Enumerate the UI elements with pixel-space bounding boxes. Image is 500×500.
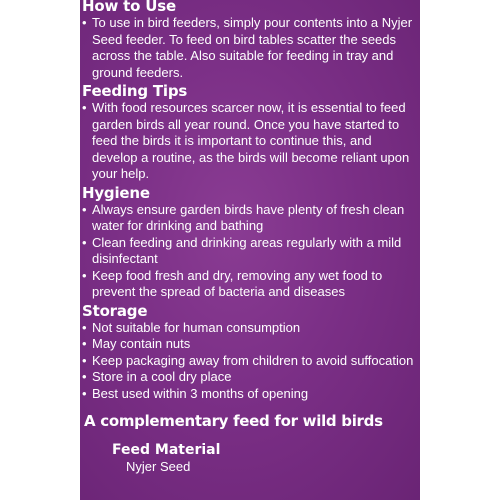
bullet-icon: • xyxy=(82,336,87,351)
section-heading: How to Use xyxy=(82,0,176,15)
section-heading: Feeding Tips xyxy=(82,82,188,100)
list-item-text: Not suitable for human consumption xyxy=(92,319,301,335)
list-item-text: Keep packaging away from children to avoid suffocation xyxy=(92,352,414,368)
list-item-text: Keep food fresh and dry, removing any wet food to prevent the spread of bacteria and diseases xyxy=(92,267,383,299)
section-heading: Hygiene xyxy=(82,183,150,202)
feed-material-title: Feed Material xyxy=(112,442,221,458)
instructions-content xyxy=(82,0,418,475)
section-how-to-use xyxy=(82,0,418,81)
list-item-text: With food resources scarcer now, it is essential to feed garden birds all year round. Once you have started to feed the birds it is important to continue this, and develop a routine, as the birds will become reliant upon your help. xyxy=(92,100,410,181)
section-storage xyxy=(82,302,418,403)
section-list xyxy=(82,320,418,403)
list-item-text: Best used within 3 months of opening xyxy=(92,385,309,401)
bullet-icon: • xyxy=(82,15,87,30)
bullet-icon: • xyxy=(82,352,87,368)
section-list xyxy=(82,100,418,183)
instructions-panel xyxy=(80,0,420,500)
section-list xyxy=(82,202,418,301)
feed-material-value: Nyjer Seed xyxy=(126,459,191,474)
list-item xyxy=(82,268,418,301)
bullet-icon: • xyxy=(82,385,87,401)
bullet-icon: • xyxy=(82,319,87,335)
feed-material xyxy=(112,442,418,475)
list-item-text: May contain nuts xyxy=(92,336,191,351)
list-item xyxy=(82,235,418,268)
list-item-text: To use in bird feeders, simply pour contents into a Nyjer Seed feeder. To feed on bird tables scatter the seeds across the table. Also suitable for feeding in tray and ground feeders. xyxy=(92,15,413,80)
list-item-text: Always ensure garden birds have plenty of fresh clean water for drinking and bathing xyxy=(92,201,405,233)
list-item xyxy=(82,320,418,337)
list-item xyxy=(82,353,418,370)
list-item xyxy=(82,369,418,386)
bullet-icon: • xyxy=(82,267,87,283)
bullet-icon: • xyxy=(82,100,87,115)
list-item xyxy=(82,100,418,183)
section-feeding-tips xyxy=(82,82,418,183)
bullet-icon: • xyxy=(82,234,87,250)
list-item xyxy=(82,15,418,81)
list-item xyxy=(82,202,418,235)
tagline: A complementary feed for wild birds xyxy=(84,412,383,430)
list-item xyxy=(82,336,418,353)
list-item xyxy=(82,386,418,403)
bullet-icon: • xyxy=(82,201,87,217)
section-heading: Storage xyxy=(82,301,148,320)
list-item-text: Store in a cool dry place xyxy=(92,369,232,384)
list-item-text: Clean feeding and drinking areas regularly with a mild disinfectant xyxy=(92,234,402,266)
section-hygiene xyxy=(82,184,418,301)
bullet-icon: • xyxy=(82,369,87,384)
section-list xyxy=(82,15,418,81)
